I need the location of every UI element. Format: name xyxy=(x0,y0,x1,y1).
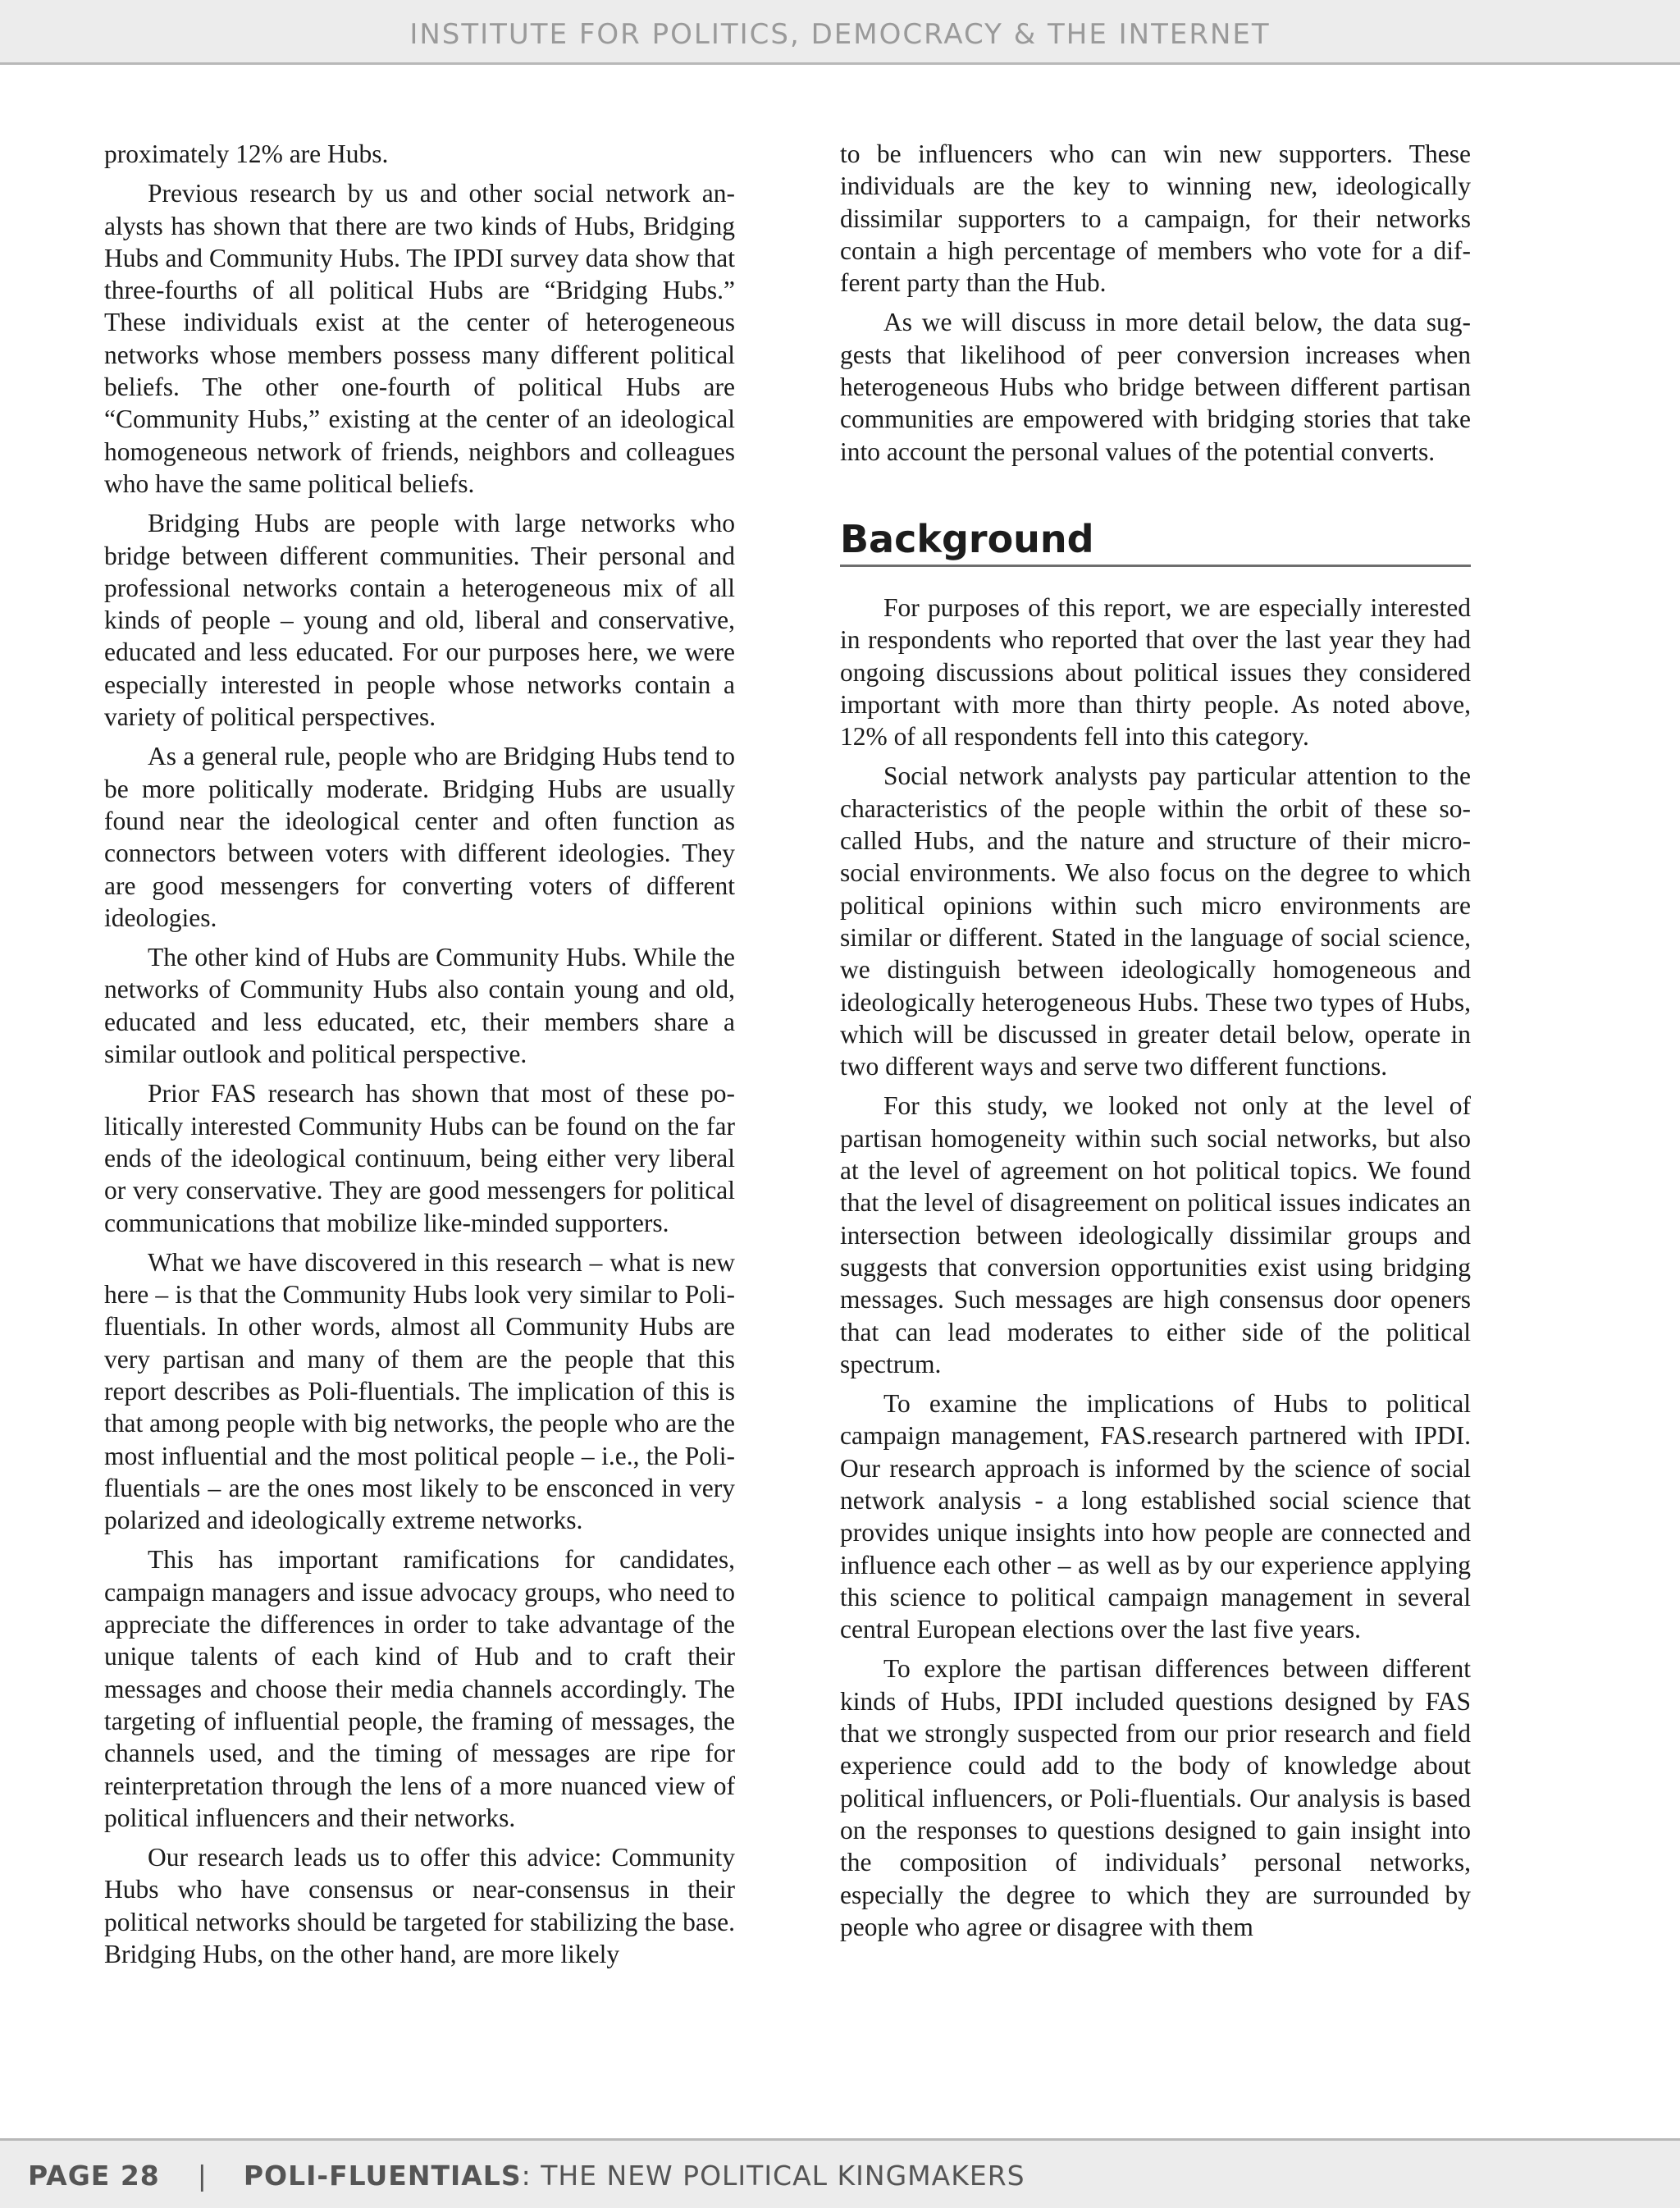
paragraph: To examine the implications of Hubs to political campaign management, FAS.research partnered with IPDI. Our research approach is informed by the science of social network analysis - a long established social science that provides unique insights into how people are connected and influence each other – as well as by our experience applying this science to political campaign management in several central European elections over the last five years. xyxy=(840,1389,1471,1644)
paragraph: Our research leads us to offer this advice: Community Hubs who have consensus or near-consensus in their political networks should be targeted for stabilizing the base. Bridging Hubs, on the other hand, are more likely xyxy=(104,1843,735,1969)
section-heading: Background xyxy=(840,515,1471,567)
running-header xyxy=(0,0,1680,65)
paragraph: What we have discovered in this research – what is new here – is that the Community Hubs look very similar to Poli-fluentials. In other words, almost all Community Hubs are very partisan and many of them are the people that this report describes as Poli-fluentials. The implication of this is that among people with big networks, the people who are the most influential and the most political people – i.e., the Poli-fluentials – are the ones most likely to be ensconced in very polarized and ideologically extreme networks. xyxy=(104,1247,735,1535)
paragraph: Previous research by us and other social network analysts has shown that there are two kinds of Hubs, Bridging Hubs and Community Hubs. The IPDI survey data show that three-fourths of all political Hubs are “Bridging Hubs.” These individuals exist at the center of heterogeneous networks whose members possess many different political beliefs. The other one-fourth of political Hubs are “Community Hubs,” existing at the center of an ideological homogeneous network of friends, neighbors and colleagues who have the same political beliefs. xyxy=(104,179,735,498)
footer-separator: | xyxy=(197,2160,208,2192)
footer-content xyxy=(28,2160,1025,2192)
paragraph: Social network analysts pay particular attention to the characteristics of the people within the orbit of these so-called Hubs, and the nature and structure of their micro-social environments. We also focus on the degree to which political opinions within such micro environments are similar or different. Stated in the language of social science, we distinguish between ideologically homogeneous and ideologically heterogeneous Hubs. These two types of Hubs, which will be discussed in greater detail below, operate in two different ways and serve two different functions. xyxy=(840,761,1471,1081)
paragraph: The other kind of Hubs are Community Hubs. While the networks of Community Hubs also contain young and old, educated and less educated, etc, their members share a similar outlook and political perspective. xyxy=(104,943,735,1069)
publication-subtitle: : THE NEW POLITICAL KINGMAKERS xyxy=(521,2160,1025,2192)
page-footer xyxy=(0,2138,1680,2208)
paragraph: For this study, we looked not only at the level of partisan homogeneity within such social networks, but also at the level of agreement on hot political topics. We found that the level of disagreement on political issues indicates an intersection between ideologically dissimilar groups and suggests that conversion opportunities exist using bridging messages. Such messages are high consensus door openers that can lead moderates to either side of the political spectrum. xyxy=(840,1091,1471,1378)
paragraph: Prior FAS research has shown that most of these politically interested Community Hubs can be found on the far ends of the ideological continuum, being either very liberal or very conservative. They are good messengers for political communications that mobilize like-minded supporters. xyxy=(104,1079,735,1237)
page-number: PAGE 28 xyxy=(28,2160,160,2192)
paragraph: Bridging Hubs are people with large networks who bridge between different communities. Their personal and professional networks contain a heterogeneous mix of all kinds of people – young and old, liberal and conservative, educated and less educated. For our purposes here, we were especially interested in people whose networks contain a variety of political perspectives. xyxy=(104,509,735,732)
paragraph: For purposes of this report, we are especially interested in respondents who reported that over the last year they had ongoing discussions about political issues they considered important with more than thirty people. As noted above, 12% of all respondents fell into this category. xyxy=(840,592,1471,752)
header-title: INSTITUTE FOR POLITICS, DEMOCRACY & THE INTERNET xyxy=(409,18,1271,51)
left-column xyxy=(104,138,735,1977)
paragraph: As we will discuss in more detail below, the data suggests that likelihood of peer conversion increases when heterogeneous Hubs who bridge between different partisan communities are empowered with bridging stories that take into account the personal values of the potential converts. xyxy=(840,308,1471,466)
paragraph: This has important ramifications for candidates, campaign managers and issue advocacy groups, who need to appreciate the differences in order to take advantage of the unique talents of each kind of Hub and to craft their messages and choose their media channels accordingly. The targeting of influential people, the framing of messages, the channels used, and the timing of messages are ripe for reinterpretation through the lens of a more nuanced view of political influencers and their networks. xyxy=(104,1545,735,1832)
paragraph: to be influencers who can win new supporters. These individuals are the key to winning new, ideologically dissimilar supporters to a campaign, for their networks contain a high percentage of members who vote for a different party than the Hub. xyxy=(840,139,1471,298)
right-column xyxy=(840,138,1471,1950)
paragraph: As a general rule, people who are Bridging Hubs tend to be more politically moderate. Bridging Hubs are usually found near the ideological center and often function as connectors between voters with different ideologies. They are good messengers for converting voters of different ideologies. xyxy=(104,742,735,932)
paragraph: To explore the partisan differences between different kinds of Hubs, IPDI included questions designed by FAS that we strongly suspected from our prior research and field experience could add to the body of knowledge about political influencers, or Poli-fluentials. Our analysis is based on the responses to questions designed to gain insight into the composition of individuals’ personal networks, especially the degree to which they are surrounded by people who agree or disagree with them xyxy=(840,1654,1471,1941)
paragraph: proximately 12% are Hubs. xyxy=(104,139,389,168)
publication-title: POLI-FLUENTIALS xyxy=(243,2160,522,2192)
